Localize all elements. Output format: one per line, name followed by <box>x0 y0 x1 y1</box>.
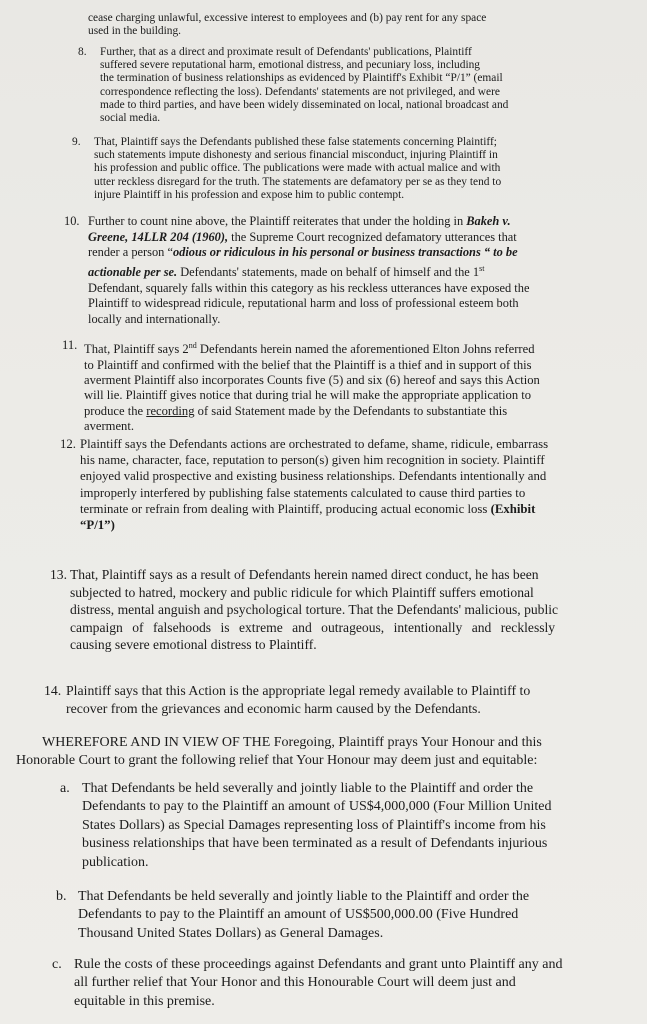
paragraph-line: States Dollars) as Special Damages representing loss of Plaintiff's income from his <box>82 817 546 833</box>
paragraph-line <box>88 261 644 281</box>
relief-letter: a. <box>60 781 70 796</box>
text-run: That, Plaintiff says 2 <box>84 342 189 357</box>
paragraph-line: averment. <box>84 419 134 434</box>
paragraph-line: That, Plaintiff says as a result of Defendants herein named direct conduct, he has been <box>70 567 539 582</box>
case-citation: Greene, 14LLR 204 (1960), <box>88 229 229 244</box>
paragraph-13 <box>50 566 640 654</box>
text-run: Further to count nine above, the Plaintiff reiterates that under the holding in <box>88 214 467 228</box>
paragraph-line: enjoyed valid prospective and existing business relationships. Defendants intentionally and <box>80 469 547 484</box>
paragraph-line: to Plaintiff and confirmed with the belief that the Plaintiff is a thief and in support of this <box>84 357 532 372</box>
paragraph-line: distress, mental anguish and psychological torture. That the Defendants' malicious, public <box>70 602 559 618</box>
paragraph-line: Defendant, squarely falls within this category as his reckless utterances have exposed the <box>88 280 530 295</box>
paragraph-line <box>88 245 644 261</box>
paragraph-number: 9. <box>72 136 81 148</box>
paragraph-line: will lie. Plaintiff gives notice that during trial he will make the appropriate application to <box>84 388 532 403</box>
text-run: produce the <box>84 403 147 418</box>
text-run: Defendants herein named the aforementioned Elton Johns referred <box>196 342 535 357</box>
quoted-holding: actionable per se. <box>88 264 178 279</box>
paragraph-8 <box>78 46 638 125</box>
paragraph-line: cease charging unlawful, excessive interest to employees and (b) pay rent for any space <box>88 12 487 24</box>
paragraph-number: 10. <box>64 214 80 228</box>
text-run: terminate or refrain from dealing with Plaintiff, producing actual economic loss <box>80 501 491 516</box>
paragraph-line: improperly interfered by publishing false statements calculated to cause third parties to <box>80 485 526 500</box>
relief-item-c <box>52 956 640 1011</box>
paragraph-number: 11. <box>62 338 78 352</box>
paragraph-line <box>84 338 642 358</box>
paragraph-line: campaign of falsehoods is extreme and outrageous, intentionally and recklessly <box>70 619 556 635</box>
text-run: the Supreme Court recognized defamatory utterances that <box>228 229 517 244</box>
paragraph-number: 8. <box>78 46 87 58</box>
paragraph-12 <box>60 436 640 533</box>
case-citation: Bakeh v. <box>466 214 511 228</box>
paragraph-line: That Defendants be held severally and jointly liable to the Plaintiff and order the <box>82 781 534 796</box>
relief-item-b <box>56 888 640 943</box>
paragraph-line <box>88 214 644 230</box>
paragraph-line: Defendants to pay to the Plaintiff an amount of US$4,000,000 (Four Million United <box>82 799 552 815</box>
paragraph-line: Thousand United States Dollars) as General Damages. <box>78 925 384 941</box>
paragraph-line: That, Plaintiff says the Defendants published these false statements concerning Plaintiff; <box>94 136 497 148</box>
paragraph-line: the termination of business relationships as evidenced by Plaintiff's Exhibit “P/1” (email <box>100 72 503 85</box>
paragraph-line: averment Plaintiff also incorporates Counts five (5) and six (6) hereof and says this Action <box>84 373 540 387</box>
paragraph-continuation <box>88 12 633 38</box>
exhibit-reference: “P/1”) <box>80 518 115 533</box>
paragraph-line: social media. <box>100 112 161 125</box>
paragraph-line: recover from the grievances and economic harm caused by the Defendants. <box>66 701 481 716</box>
paragraph-line: his name, character, face, reputation to person(s) given him recognition in society. Plaintiff <box>80 453 545 468</box>
text-run: Defendants' statements, made on behalf of himself and the 1 <box>177 264 480 279</box>
paragraph-line: utter reckless disregard for the truth. The statements are defamatory per se as they tend to <box>94 175 502 188</box>
paragraph-line: Defendants to pay to the Plaintiff an amount of US$500,000.00 (Five Hundred <box>78 907 519 923</box>
paragraph-line: Further, that as a direct and proximate result of Defendants' publications, Plaintiff <box>100 46 472 58</box>
paragraph-line: locally and internationally. <box>88 311 221 326</box>
paragraph-line: Plaintiff says that this Action is the appropriate legal remedy available to Plaintiff to <box>66 683 531 698</box>
paragraph-line: correspondence reflecting the loss). Defendants' statements are not privileged, and were <box>100 85 500 98</box>
underlined-term: recording <box>146 403 195 418</box>
paragraph-line: publication. <box>82 854 149 870</box>
paragraph-line: suffered severe reputational harm, emotional distress, and pecuniary loss, including <box>100 59 481 72</box>
paragraph-line: Rule the costs of these proceedings against Defendants and grant unto Plaintiff any and <box>74 957 563 972</box>
superscript: st <box>479 263 485 273</box>
paragraph-line: That Defendants be held severally and jointly liable to the Plaintiff and order the <box>78 889 530 904</box>
exhibit-reference: (Exhibit <box>490 501 536 516</box>
paragraph-number: 14. <box>44 683 62 698</box>
relief-letter: c. <box>52 957 62 972</box>
paragraph-14 <box>44 682 640 718</box>
relief-item-a <box>60 780 640 872</box>
paragraph-line: all further relief that Your Honor and this Honourable Court will deem just and <box>74 975 516 991</box>
paragraph-line: injure Plaintiff in his profession and expose him to public contempt. <box>94 188 405 201</box>
paragraph-10 <box>64 214 644 327</box>
paragraph-line: made to third parties, and have been widely disseminated on local, national broadcast and <box>100 98 509 111</box>
text-run: render a person “ <box>88 245 173 260</box>
paragraph-line <box>88 230 644 246</box>
paragraph-line: Plaintiff to widespread ridicule, reputational harm and loss of professional esteem both <box>88 296 519 311</box>
paragraph-9 <box>72 136 642 202</box>
paragraph-number: 13. <box>50 567 67 582</box>
wherefore-clause <box>16 734 640 771</box>
paragraph-line: causing severe emotional distress to Plaintiff. <box>70 637 317 653</box>
paragraph-line: such statements impute dishonesty and serious financial misconduct, injuring Plaintiff in <box>94 149 498 162</box>
paragraph-line: subjected to hatred, mockery and public ridicule for which Plaintiff suffers emotional <box>70 584 534 600</box>
paragraph-line: used in the building. <box>88 25 182 38</box>
quoted-holding: odious or ridiculous in his personal or business transactions <box>172 245 481 260</box>
paragraph-line: equitable in this premise. <box>74 993 215 1009</box>
paragraph-number: 12. <box>60 437 76 451</box>
paragraph-line: his profession and public office. The publications were made with actual malice and with <box>94 162 501 175</box>
text-run: of said Statement made by the Defendants to substantiate this <box>194 403 508 418</box>
paragraph-line: Honorable Court to grant the following relief that Your Honour may deem just and equitable: <box>16 753 538 769</box>
paragraph-line: business relationships that have been terminated as a result of Defendants injurious <box>82 836 548 852</box>
paragraph-line: Plaintiff says the Defendants actions are orchestrated to defame, shame, ridicule, embarrass <box>80 437 549 451</box>
text-run: “ to be <box>480 245 518 260</box>
paragraph-line <box>80 501 640 517</box>
paragraph-11 <box>62 338 642 435</box>
superscript: nd <box>188 341 197 350</box>
paragraph-line: WHEREFORE AND IN VIEW OF THE Foregoing, Plaintiff prays Your Honour and this <box>42 735 542 750</box>
relief-letter: b. <box>56 889 67 904</box>
paragraph-line <box>84 404 642 419</box>
